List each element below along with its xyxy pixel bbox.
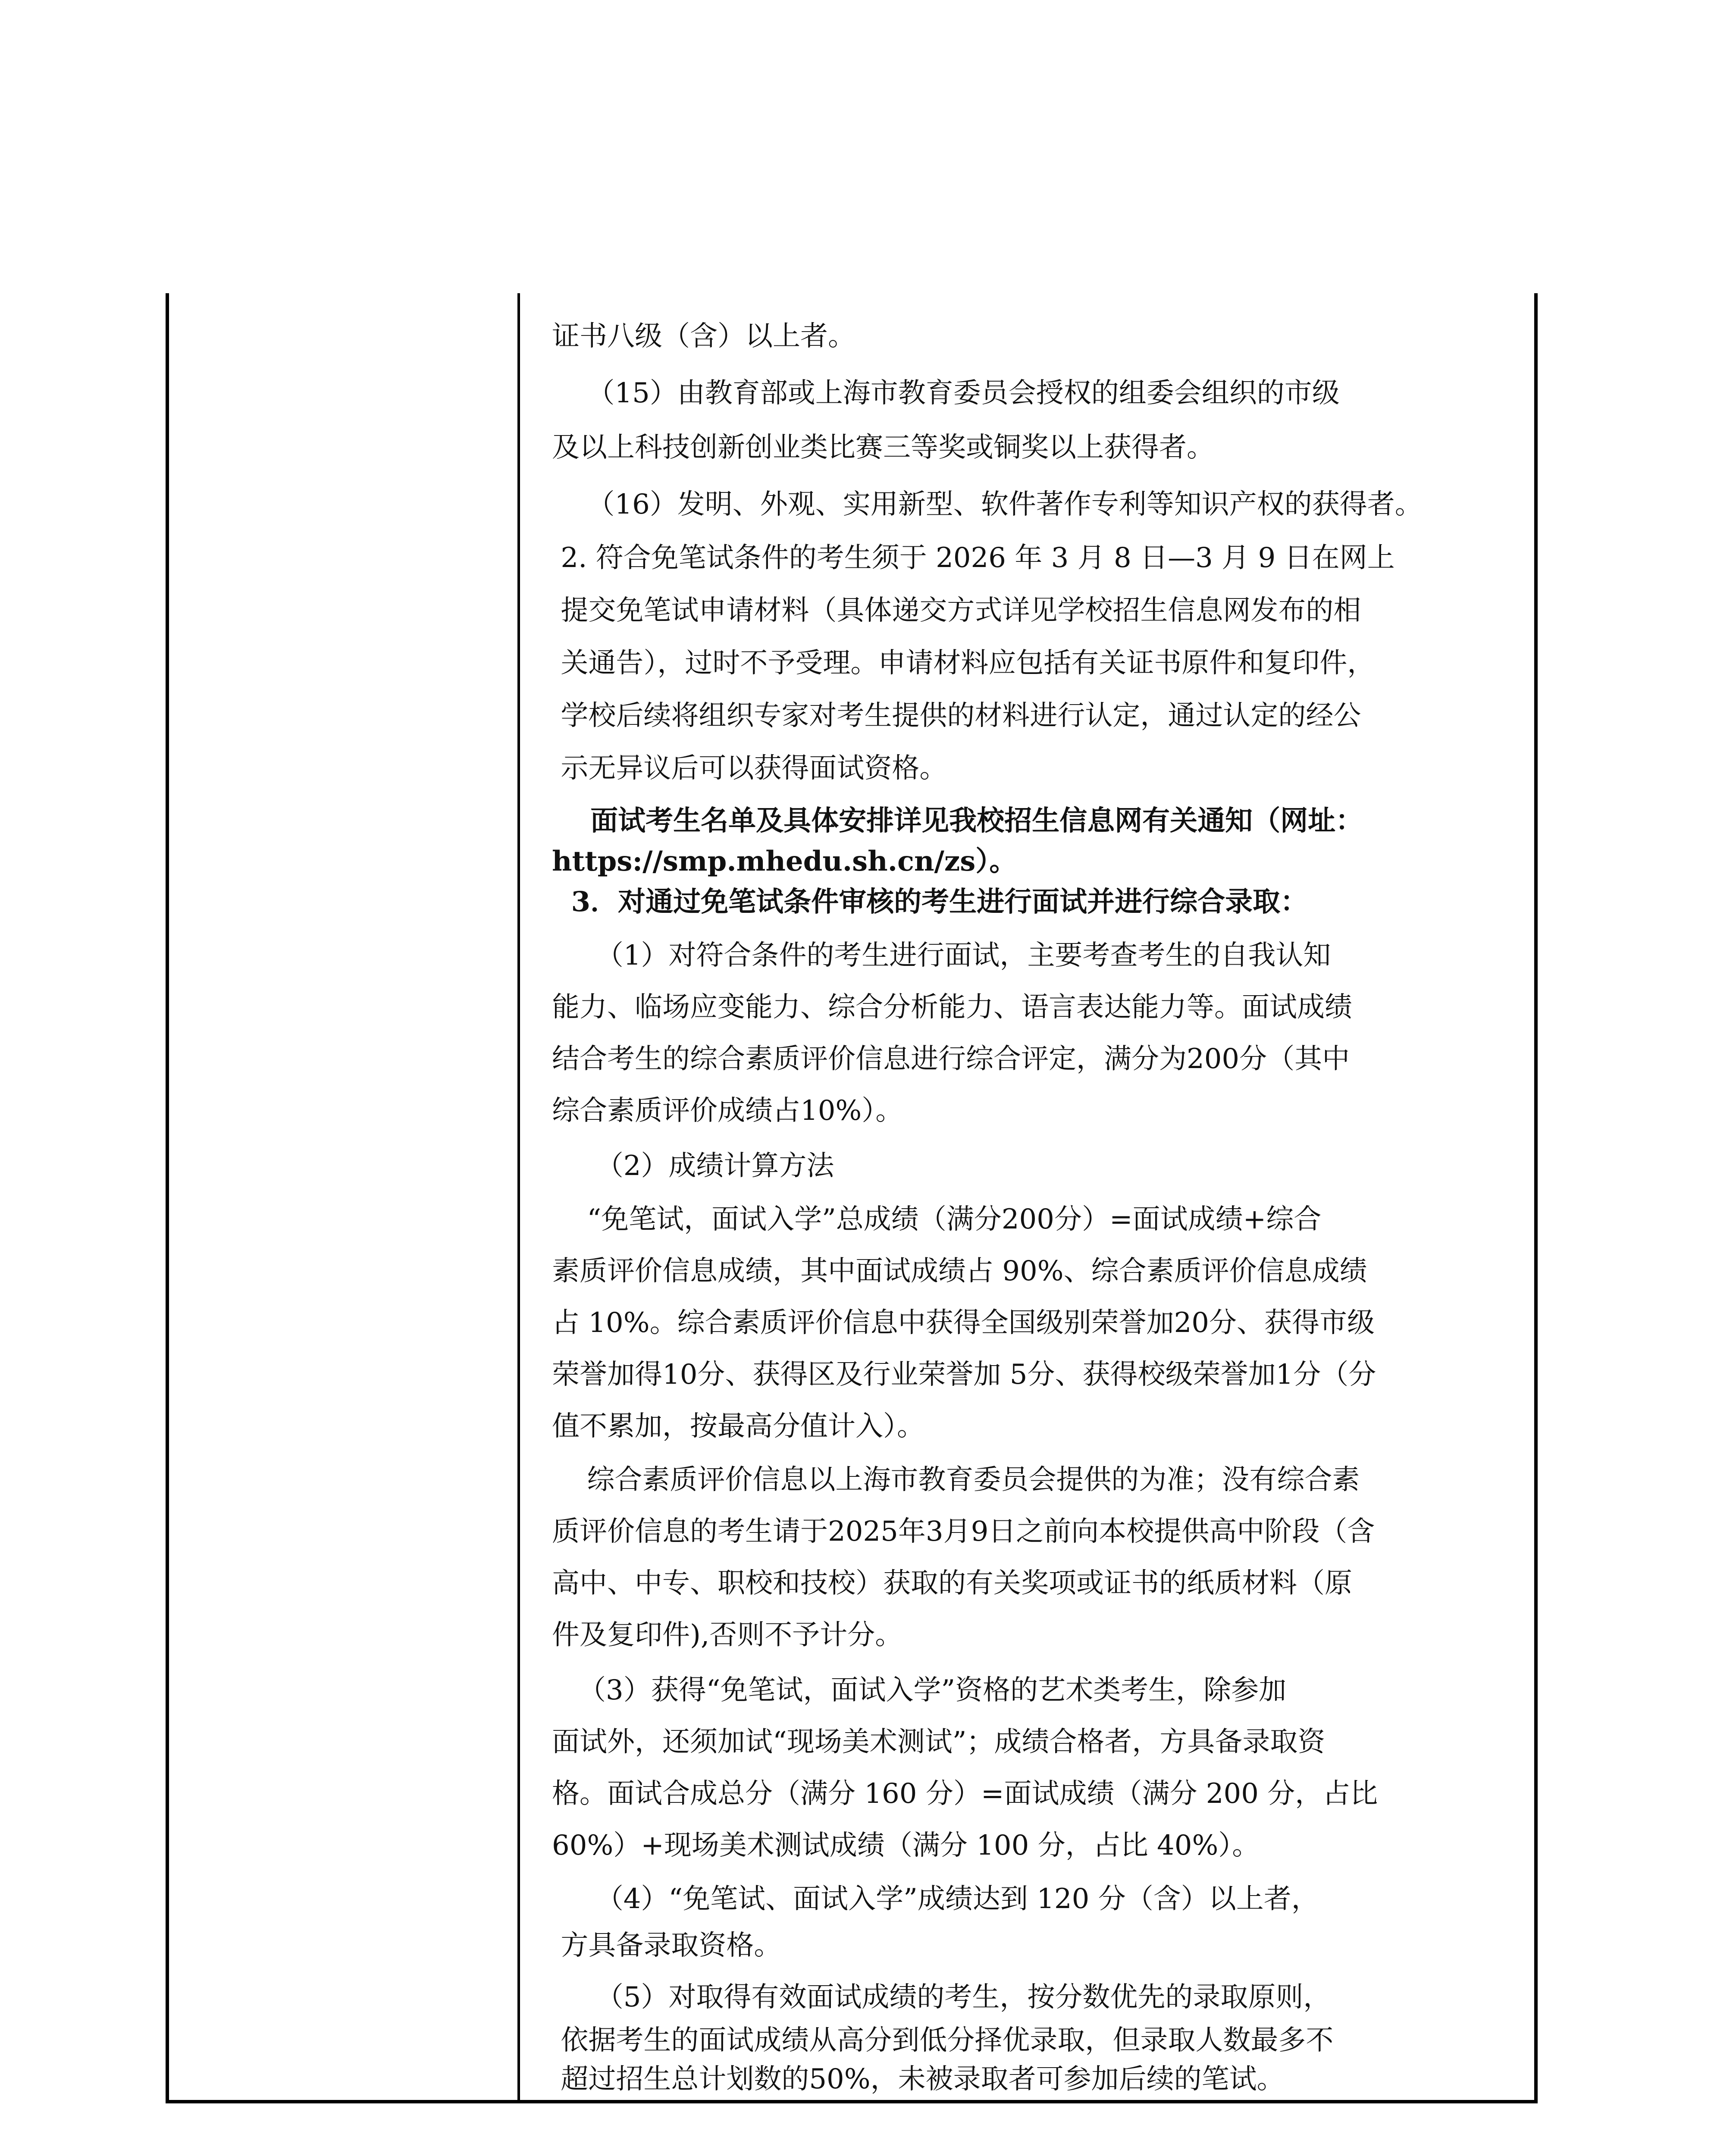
text-line: 结合考生的综合素质评价信息进行综合评定，满分为200分（其中 [552, 1043, 1350, 1075]
text-line: （4）“免笔试、面试入学”成绩达到 120 分（含）以上者， [552, 1883, 1319, 1915]
text-line: 件及复印件),否则不予计分。 [552, 1619, 903, 1651]
text-line: 占 10%。综合素质评价信息中获得全国级别荣誉加20分、获得市级 [552, 1307, 1375, 1339]
table-right-border [1534, 293, 1538, 2103]
text-line: （16）发明、外观、实用新型、软件著作专利等知识产权的获得者。 [552, 489, 1423, 520]
text-line: 面试考生名单及具体安排详见我校招生信息网有关通知（网址： [552, 805, 1363, 837]
text-line: 2. 符合免笔试条件的考生须于 2026 年 3 月 8 日—3 月 9 日在网上 [552, 542, 1395, 574]
text-line: 依据考生的面试成绩从高分到低分择优录取，但录取人数最多不 [552, 2024, 1334, 2056]
text-line: 学校后续将组织专家对考生提供的材料进行认定，通过认定的经公 [552, 700, 1361, 732]
table-label-cell [169, 293, 517, 2100]
text-line: 示无异议后可以获得面试资格。 [552, 752, 947, 784]
text-line: 超过招生总计划数的50%，未被录取者可参加后续的笔试。 [552, 2063, 1285, 2095]
text-line: 综合素质评价成绩占10%）。 [552, 1095, 903, 1127]
text-line: 3．对通过免笔试条件审核的考生进行面试并进行综合录取： [552, 886, 1308, 918]
text-line: 格。面试合成总分（满分 160 分）=面试成绩（满分 200 分，占比 [552, 1778, 1378, 1810]
text-line: 素质评价信息成绩，其中面试成绩占 90%、综合素质评价信息成绩 [552, 1255, 1367, 1287]
text-line: （3）获得“免笔试，面试入学”资格的艺术类考生，除参加 [552, 1674, 1287, 1706]
text-line: 提交免笔试申请材料（具体递交方式详见学校招生信息网发布的相 [552, 595, 1361, 627]
text-line: 关通告），过时不予受理。申请材料应包括有关证书原件和复印件， [552, 647, 1375, 679]
text-line: “免笔试，面试入学”总成绩（满分200分）=面试成绩+综合 [552, 1203, 1322, 1235]
text-line: （2）成绩计算方法 [552, 1150, 834, 1182]
text-line: 面试外，还须加试“现场美术测试”；成绩合格者，方具备录取资 [552, 1726, 1326, 1758]
text-line: 综合素质评价信息以上海市教育委员会提供的为准；没有综合素 [552, 1464, 1360, 1496]
text-line: （15）由教育部或上海市教育委员会授权的组委会组织的市级 [552, 377, 1340, 409]
text-line: 值不累加，按最高分值计入）。 [552, 1410, 924, 1442]
text-line: 60%）+现场美术测试成绩（满分 100 分，占比 40%）。 [552, 1830, 1260, 1861]
text-line: （5）对取得有效面试成绩的考生，按分数优先的录取原则， [552, 1981, 1331, 2013]
text-line: 及以上科技创新创业类比赛三等奖或铜奖以上获得者。 [552, 432, 1214, 464]
table-left-border [166, 293, 169, 2103]
text-line: 质评价信息的考生请于2025年3月9日之前向本校提供高中阶段（含 [552, 1516, 1375, 1548]
table-bottom-border [166, 2100, 1538, 2103]
text-line: 高中、中专、职校和技校）获取的有关奖项或证书的纸质材料（原 [552, 1567, 1352, 1599]
text-line: 荣誉加得10分、获得区及行业荣誉加 5分、获得校级荣誉加1分（分 [552, 1359, 1376, 1391]
text-line: 方具备录取资格。 [552, 1930, 782, 1962]
text-line: 证书八级（含）以上者。 [552, 320, 856, 352]
text-line: （1）对符合条件的考生进行面试，主要考查考生的自我认知 [552, 940, 1331, 971]
text-line: 能力、临场应变能力、综合分析能力、语言表达能力等。面试成绩 [552, 991, 1352, 1023]
text-line: https://smp.mhedu.sh.cn/zs）。 [552, 845, 1017, 877]
